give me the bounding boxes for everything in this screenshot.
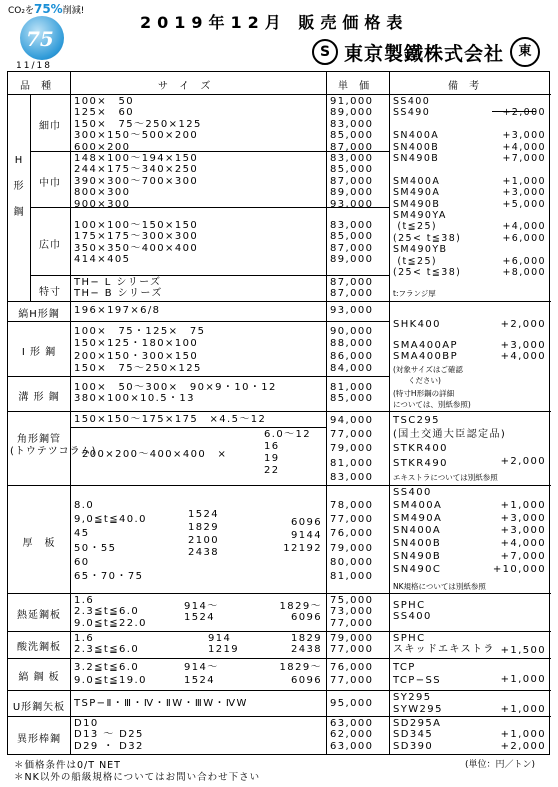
prices-square: 94,000 77,000 79,000 81,000 83,000 bbox=[330, 415, 374, 483]
note-u-grades: SY295 SYW295 bbox=[393, 692, 443, 715]
company-logo-icon: S bbox=[312, 39, 338, 65]
sizes-checkered-thickness: 3.2≦t≦6.0 9.0≦t≦19.0 bbox=[74, 662, 147, 686]
page-title: 2019年12月 販売価格表 bbox=[140, 13, 409, 32]
sizes-pickled-thickness: 1.6 2.3≦t≦6.0 bbox=[74, 633, 140, 656]
prices-checkered: 76,000 77,000 bbox=[330, 662, 374, 686]
extra-dash bbox=[492, 101, 536, 120]
notes-h-extras: +2,000 +3,000 +4,000 +7,000 +1,000 +3,000 +5,000 +4,000 +6,000 +6,000 +8,000 bbox=[502, 107, 546, 279]
note-square-grades: TSC295 (国土交通大臣認定品) STKR400 STKR490 bbox=[393, 415, 507, 469]
note-pickled-grades: SPHC スキッドエキストラ bbox=[393, 633, 495, 656]
sizes-square-1: 150×150〜175×175 ×4.5〜12 bbox=[74, 414, 267, 425]
sizes-u-pile: TSP−Ⅱ・Ⅲ・Ⅳ・ⅡW・ⅢW・ⅣW bbox=[74, 698, 248, 709]
issue-date: 11/18 bbox=[16, 61, 52, 71]
category-plate: 厚 板 bbox=[22, 538, 56, 549]
company-name: 東京製鐵株式会社 bbox=[344, 42, 505, 65]
sizes-checkered-width: 914〜 1524 bbox=[184, 662, 219, 686]
note-square-extra: +2,000 bbox=[500, 456, 546, 467]
subcategory-narrow: 細巾 bbox=[39, 121, 61, 132]
prices-special: 87,000 87,000 bbox=[330, 277, 374, 300]
note-flange: t:フランジ厚 bbox=[393, 289, 436, 298]
sizes-plate-thickness: 8.0 9,0≦t≦40.0 45 50・55 60 65・70・75 bbox=[74, 500, 147, 583]
category-channel: 溝 形 鋼 bbox=[18, 392, 60, 403]
unit-label: (単位：円／トン) bbox=[465, 760, 536, 770]
notes-h-grades: SS400 SS490 SN400A SN400B SN490B SM400A SM490A SM490B SM490YA (t≦25) (25< t≦38) SM490YB (t≦25) (25< t≦38) bbox=[393, 96, 462, 279]
note-shk-extra: +2,000 bbox=[500, 319, 546, 330]
sizes-checkered-length: 1829〜 6096 bbox=[279, 662, 322, 686]
note-rebar-grades: SD295A SD345 SD390 bbox=[393, 718, 442, 752]
sizes-channel: 100× 50〜300× 90×9・10・12 380×100×10.5・13 bbox=[74, 382, 277, 405]
note-checkered-extra: +1,000 bbox=[500, 674, 546, 685]
sizes-narrow: 100× 50 125× 60 150× 75〜250×125 300×150〜500×200 600×200 bbox=[74, 96, 202, 153]
category-u-pile: U形鋼矢板 bbox=[12, 702, 66, 713]
note-special: (特寸H形鋼の詳細 については、別紙参照) bbox=[393, 389, 471, 410]
sizes-hot-length: 1829〜 6096 bbox=[279, 601, 322, 624]
prices-i-beam: 90,000 88,000 86,000 84,000 bbox=[330, 326, 374, 374]
note-hot-grades: SPHC SS400 bbox=[393, 600, 432, 623]
prices-plate: 78,000 77,000 76,000 79,000 80,000 81,000 bbox=[330, 500, 374, 583]
sizes-medium: 148×100〜194×150 244×175〜340×250 390×300〜700×300 800×300 900×300 bbox=[74, 153, 199, 210]
note-nk-ref: NK規格については別紙参照 bbox=[393, 582, 486, 591]
column-header-item: 品 種 bbox=[20, 81, 56, 92]
sizes-square-2a: 6.0〜12 16 19 22 bbox=[264, 429, 312, 476]
prices-medium: 83,000 85,000 87,000 89,000 93,000 bbox=[330, 153, 374, 210]
category-hot-sheet: 熱延鋼板 bbox=[17, 610, 61, 621]
globe-icon: 75 bbox=[20, 16, 64, 60]
column-header-price: 単 価 bbox=[338, 81, 374, 92]
prices-channel: 81,000 85,000 bbox=[330, 382, 374, 405]
prices-wide: 83,000 85,000 87,000 89,000 bbox=[330, 220, 374, 266]
price-table bbox=[7, 71, 550, 755]
prices-pickled: 79,000 77,000 bbox=[330, 633, 374, 656]
prices-narrow: 91,000 89,000 83,000 85,000 87,000 bbox=[330, 96, 374, 153]
note-plate-extras: +1,000 +3,000 +3,000 +4,000 +7,000 +10,000 bbox=[492, 499, 546, 575]
note-pickled-extra: +1,500 bbox=[500, 645, 546, 656]
note-u-extra: +1,000 bbox=[500, 704, 546, 715]
note-sma-extra: +3,000 +4,000 bbox=[500, 340, 546, 363]
note-extra-ref: エキストラについては別紙参照 bbox=[393, 473, 498, 482]
note-checkered-grades: TCP TCP−SS bbox=[393, 662, 442, 686]
subcategory-wide: 広巾 bbox=[39, 240, 61, 251]
prices-u-pile: 95,000 bbox=[330, 698, 374, 709]
note-rebar-extras: +1,000 +2,000 bbox=[500, 729, 546, 752]
footer-price-terms: ＊価格条件は0/T NET bbox=[14, 760, 121, 771]
category-narrow-h: 縞H形鋼 bbox=[18, 309, 60, 320]
sizes-narrow-h: 196×197×6/8 bbox=[74, 305, 161, 316]
sizes-pickled-length: 1829 2438 bbox=[290, 633, 322, 656]
category-rebar: 異形棒鋼 bbox=[17, 734, 61, 745]
prices-rebar: 63,000 62,000 63,000 bbox=[330, 718, 374, 752]
subcategory-medium: 中巾 bbox=[39, 178, 61, 189]
sizes-pickled-width: 914 1219 bbox=[208, 633, 240, 656]
sizes-hot-thickness: 1.6 2.3≦t≦6.0 9.0≦t≦22.0 bbox=[74, 595, 147, 629]
category-checkered: 縞 鋼 板 bbox=[18, 672, 60, 683]
sizes-plate-length: 6096 9144 12192 bbox=[283, 517, 322, 554]
note-plate-grades: SS400 SM400A SM490A SN400A SN400B SN490B SN490C bbox=[393, 487, 443, 575]
sizes-hot-width: 914〜 1524 bbox=[184, 601, 219, 624]
sizes-square-2b: 200×200〜400×400 × bbox=[82, 449, 228, 460]
co2-slogan: CO₂を75%削減! bbox=[8, 2, 85, 16]
category-square-pipe: 角形鋼管 (トウテツコラム) bbox=[10, 434, 97, 457]
company-seal-icon: 東 bbox=[510, 37, 540, 67]
note-sma: SMA400AP SMA400BP bbox=[393, 340, 458, 363]
sizes-rebar: D10 D13 〜 D25 D29 ・ D32 bbox=[74, 718, 144, 752]
category-i-beam: I 形 鋼 bbox=[21, 347, 57, 358]
sizes-plate-width: 1524 1829 2100 2438 bbox=[188, 509, 220, 559]
subcategory-special: 特寸 bbox=[39, 287, 61, 298]
column-header-note: 備 考 bbox=[448, 81, 484, 92]
prices-narrow-h: 93,000 bbox=[330, 305, 374, 316]
sizes-i-beam: 100× 75・125× 75 150×125・180×100 200×150・300×150 150× 75〜250×125 bbox=[74, 326, 206, 374]
company-header bbox=[312, 37, 540, 67]
footer-nk-note: ＊NK以外の船級規格についてはお問い合わせ下さい bbox=[14, 772, 261, 783]
column-header-size: サ イ ズ bbox=[158, 81, 215, 92]
note-shk: SHK400 bbox=[393, 319, 441, 330]
sizes-wide: 100×100〜150×150 175×175〜300×300 350×350〜400×400 414×405 bbox=[74, 220, 199, 266]
prices-hot: 75,000 73,000 77,000 bbox=[330, 595, 374, 629]
note-sma-check: (対象サイズはご確認 ください) bbox=[393, 365, 463, 386]
category-pickled-sheet: 酸洗鋼板 bbox=[17, 642, 61, 653]
sizes-special: TH− L シリーズ TH− B シリーズ bbox=[74, 277, 163, 300]
category-h-beam: H 形 鋼 bbox=[13, 155, 25, 218]
